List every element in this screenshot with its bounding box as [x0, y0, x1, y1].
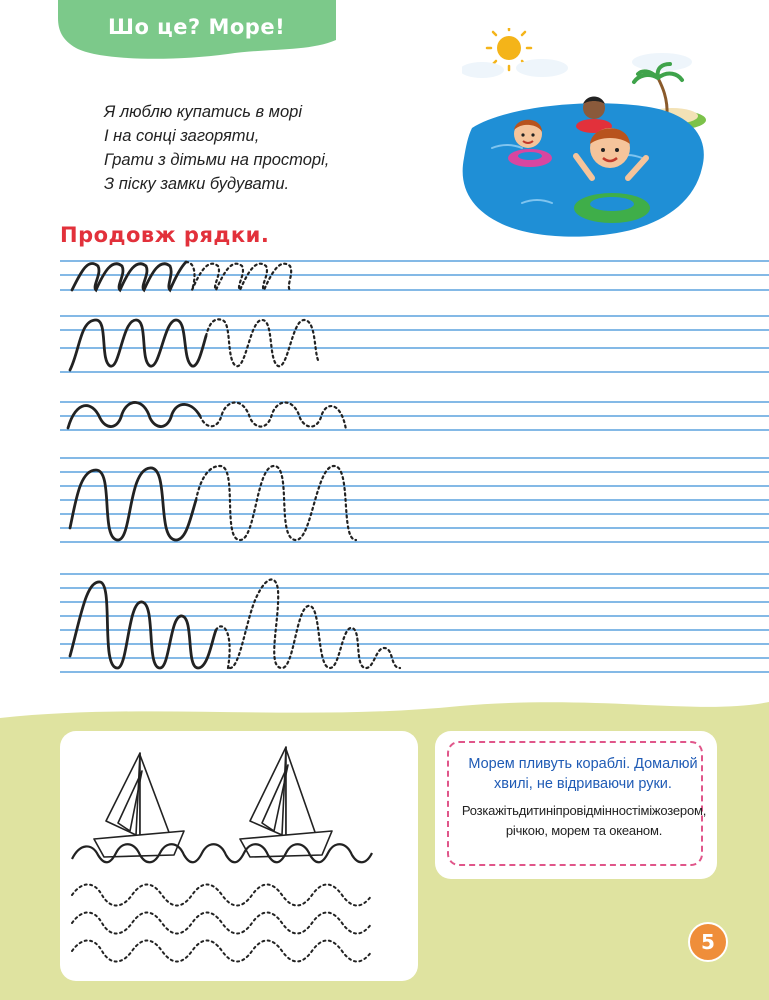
pattern-row-3-solid: [68, 402, 200, 428]
poem-line: І на сонці загоряти,: [104, 127, 260, 145]
dotted-wave-line: [72, 941, 372, 962]
dotted-wave-line: [72, 913, 372, 934]
pattern-row-5-dotted: [216, 580, 400, 668]
dotted-wave-line: [72, 885, 372, 906]
instruction-card: [435, 731, 717, 879]
poem-line: Грати з дітьми на просторі,: [104, 151, 330, 169]
pattern-row-4-solid: [70, 468, 196, 540]
pattern-row-4-dotted: [196, 466, 356, 540]
exercise-title: Продовж рядки.: [60, 223, 270, 247]
pattern-row-1-solid: [72, 262, 186, 290]
instruction-text: Морем пливуть кораблі. Домалюй хвилі, не відриваючи руки.: [468, 756, 698, 792]
pattern-row-1-dotted: [186, 262, 291, 290]
boat-tracing-card: [60, 731, 418, 981]
pattern-row-2-dotted: [206, 319, 318, 366]
page-number: 5: [688, 922, 728, 962]
sailboats-icon: [60, 731, 418, 981]
poem-line: Я люблю купатись в морі: [104, 103, 303, 121]
page-title: Шо це? Море!: [108, 15, 286, 39]
ruled-lines: [60, 261, 769, 672]
pattern-row-2-solid: [70, 320, 206, 370]
parent-note-text: Розкажітьдитиніпровідмінностіміжозером, річкою, морем та океаном.: [461, 803, 707, 838]
poem-line: З піску замки будувати.: [104, 175, 290, 193]
pattern-row-5-solid: [70, 582, 216, 668]
